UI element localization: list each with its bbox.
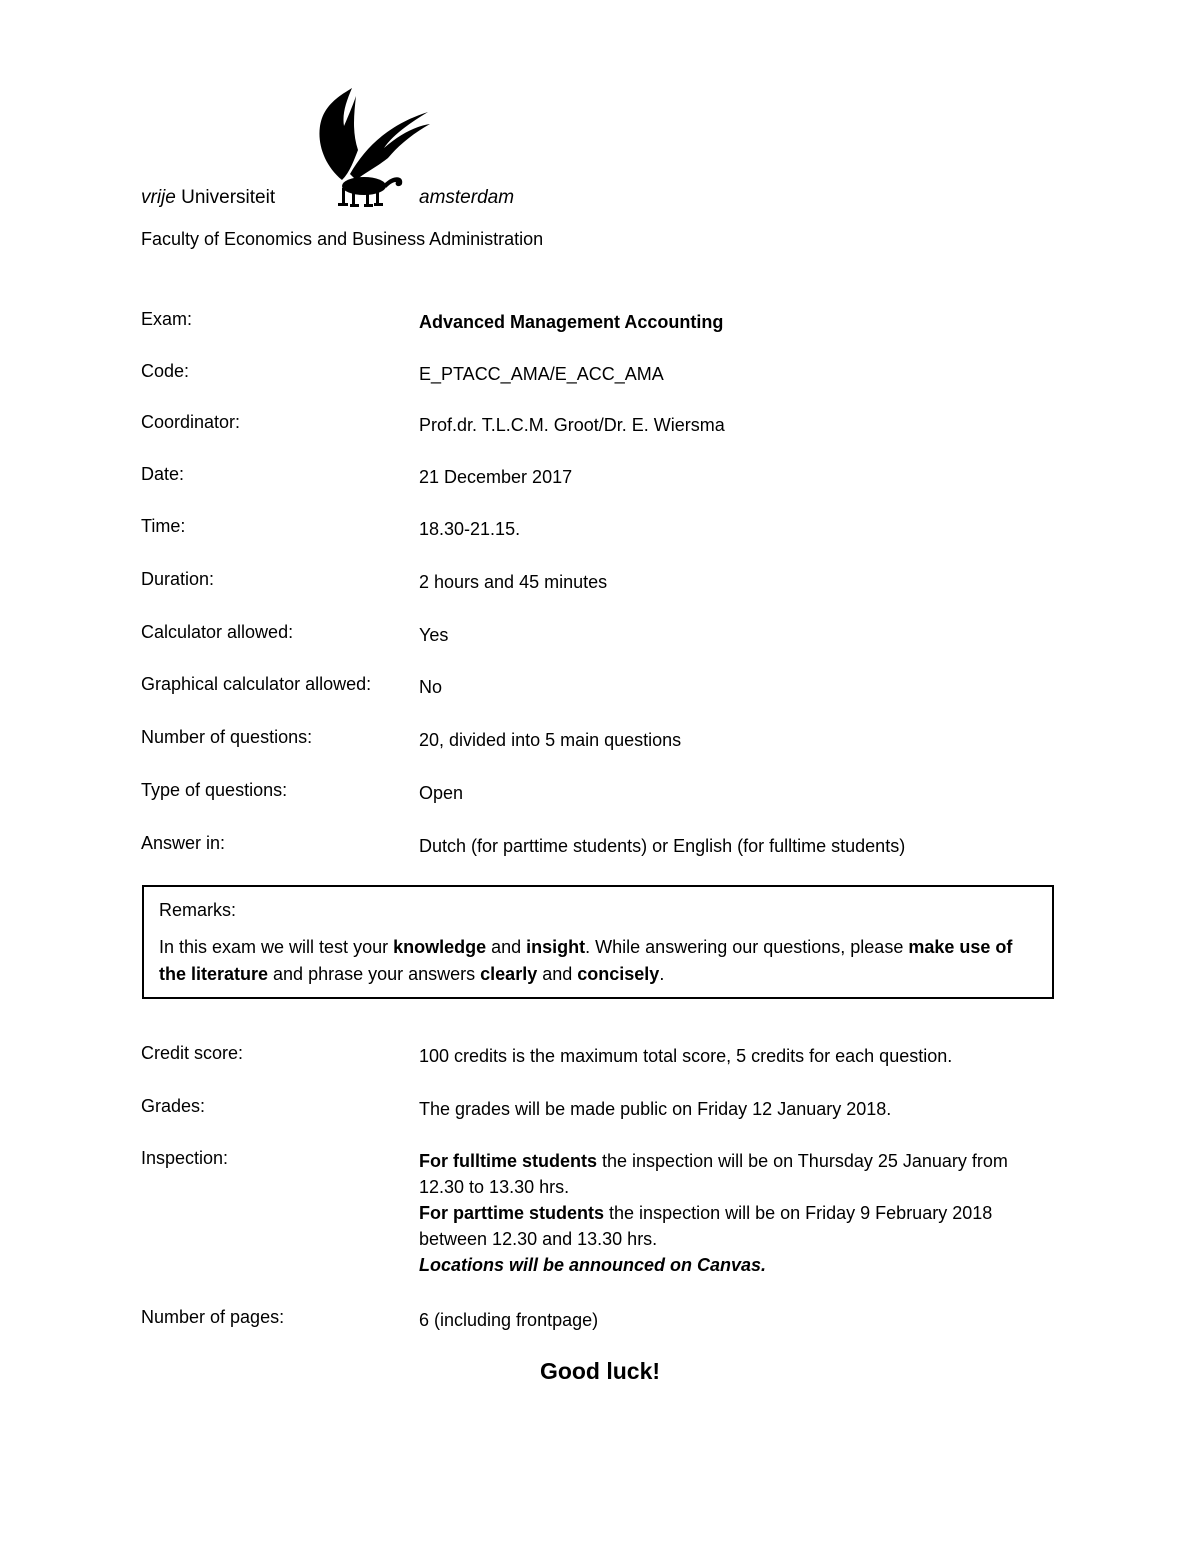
remarks-title: Remarks: <box>159 900 237 920</box>
field-label: Type of questions: <box>141 780 288 800</box>
remarks-bold-part: insight <box>526 937 586 957</box>
field-label: Coordinator: <box>141 412 241 432</box>
field-value: 100 credits is the maximum total score, 5 credits for each question. <box>419 1046 953 1066</box>
inspection-parttime-label: For parttime students <box>419 1203 605 1223</box>
field-value: 20, divided into 5 main questions <box>419 730 682 750</box>
field-label: Credit score: <box>141 1043 244 1063</box>
field-label: Answer in: <box>141 833 226 853</box>
inspection-fulltime-label: For fulltime students <box>419 1151 598 1171</box>
field-label: Time: <box>141 516 186 536</box>
field-label: Code: <box>141 361 190 381</box>
logo-universiteit: Universiteit <box>175 187 276 208</box>
inspection-parttime-line <box>419 1200 1069 1226</box>
field-value: Advanced Management Accounting <box>419 312 724 332</box>
field-value: 21 December 2017 <box>419 467 573 487</box>
remarks-text <box>159 934 1039 988</box>
field-value <box>419 1148 1069 1278</box>
field-value: 2 hours and 45 minutes <box>419 572 608 592</box>
remarks-text-part: and phrase your answers <box>268 964 481 984</box>
field-label: Grades: <box>141 1096 206 1116</box>
field-value: E_PTACC_AMA/E_ACC_AMA <box>419 364 664 384</box>
remarks-bold-part: make use of the literature <box>159 937 1013 984</box>
faculty-name: Faculty of Economics and Business Administration <box>141 229 544 249</box>
logo-vrije: vrije <box>141 187 176 208</box>
inspection-parttime-text: the inspection will be on Friday 9 February 2018 <box>604 1203 993 1223</box>
inspection-fulltime-line <box>419 1148 1069 1174</box>
field-value: Yes <box>419 625 449 645</box>
field-label: Number of pages: <box>141 1307 285 1327</box>
remarks-bold-part: concisely <box>577 964 660 984</box>
field-label: Graphical calculator allowed: <box>141 674 372 694</box>
field-value: No <box>419 677 443 697</box>
field-value: 18.30-21.15. <box>419 519 521 539</box>
field-value: Prof.dr. T.L.C.M. Groot/Dr. E. Wiersma <box>419 415 725 435</box>
remarks-text-part: . <box>659 964 665 984</box>
logo-text-left <box>141 187 275 209</box>
remarks-text-part: and <box>486 937 527 957</box>
remarks-text-part: In this exam we will test your <box>159 937 394 957</box>
field-label: Date: <box>141 464 185 484</box>
field-label: Duration: <box>141 569 215 589</box>
remarks-bold-part: knowledge <box>393 937 487 957</box>
field-value: 6 (including frontpage) <box>419 1310 599 1330</box>
remarks-box <box>142 885 1054 999</box>
inspection-fulltime-text: the inspection will be on Thursday 25 January from <box>597 1151 1008 1171</box>
field-label: Calculator allowed: <box>141 622 294 642</box>
remarks-text-part: and <box>537 964 578 984</box>
field-value: Dutch (for parttime students) or English (for fulltime students) <box>419 836 906 856</box>
inspection-fulltime-time: 12.30 to 13.30 hrs. <box>419 1177 570 1197</box>
field-value: The grades will be made public on Friday 12 January 2018. <box>419 1099 892 1119</box>
inspection-locations-note: Locations will be announced on Canvas. <box>419 1255 767 1275</box>
field-label: Number of questions: <box>141 727 313 747</box>
closing-good-luck: Good luck! <box>539 1358 661 1384</box>
field-label: Exam: <box>141 309 193 329</box>
remarks-bold-part: clearly <box>480 964 538 984</box>
field-label: Inspection: <box>141 1148 229 1168</box>
inspection-parttime-time: between 12.30 and 13.30 hrs. <box>419 1229 658 1249</box>
field-value: Open <box>419 783 464 803</box>
logo-amsterdam: amsterdam <box>419 187 515 208</box>
remarks-text-part: . While answering our questions, please <box>585 937 909 957</box>
griffin-logo-icon <box>312 88 430 210</box>
